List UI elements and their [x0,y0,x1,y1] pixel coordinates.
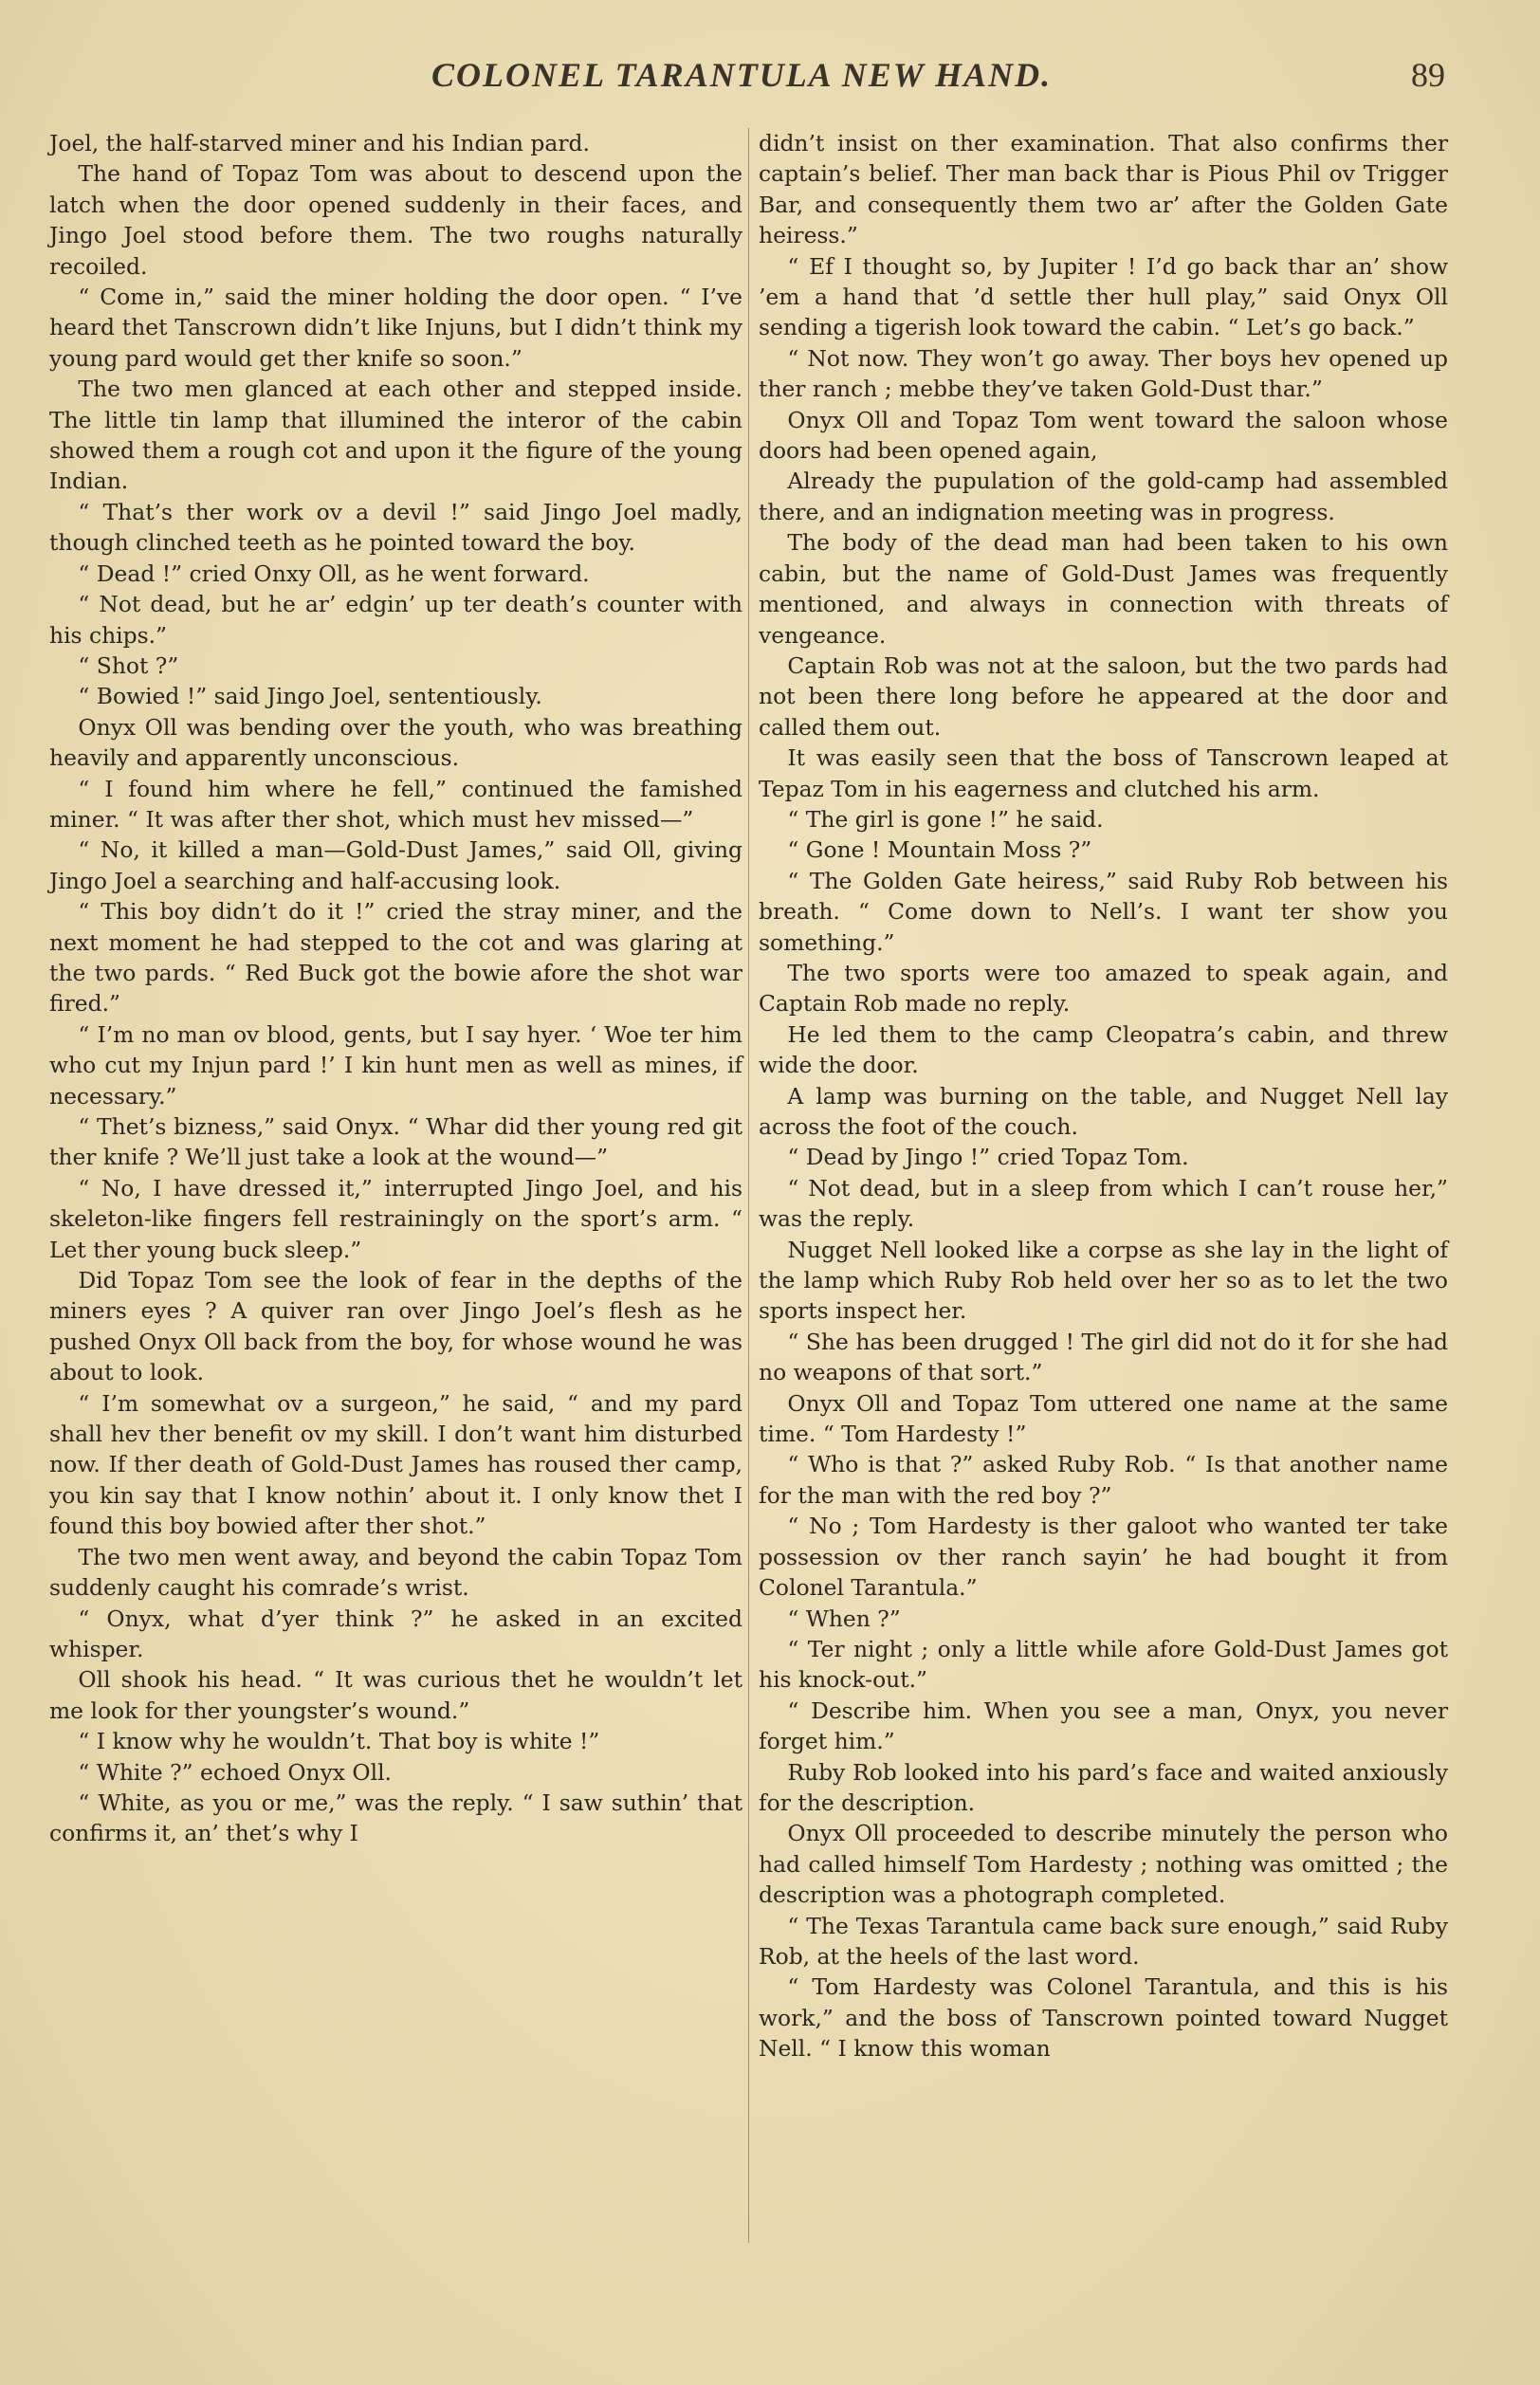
paragraph: Captain Rob was not at the saloon, but the two pards had not been there long before he appeared at the door and called them out. [759,651,1448,741]
paragraph: “ No, it killed a man—Gold-Dust James,” said Oll, giving Jingo Joel a searching and half-accusing look. [49,836,742,894]
paragraph: Onyx Oll was bending over the youth, who was breathing heavily and apparently unconscious. [49,713,742,772]
paragraph: A lamp was burning on the table, and Nugget Nell lay across the foot of the couch. [759,1082,1448,1140]
paragraph: The hand of Topaz Tom was about to descend upon the latch when the door opened suddenly in their faces, and Jingo Joel stood before them. The two roughs naturally recoiled. [49,160,742,280]
paragraph: “ Onyx, what d’yer think ?” he asked in an excited whisper. [49,1605,742,1662]
paragraph: “ Not dead, but in a sleep from which I can’t rouse her,” was the reply. [759,1174,1448,1233]
paragraph: “ Tom Hardesty was Colonel Tarantula, and this is his work,” and the boss of Tanscrown pointed toward Nugget Nell. “ I know this woman [759,1973,1448,2063]
paragraph: “ When ?” [787,1605,901,1632]
paragraph: “ I found him where he fell,” continued the famished miner. “ It was after ther shot, which must hev missed—” [49,775,742,833]
paragraph: “ I’m somewhat ov a surgeon,” he said, “ and my pard shall hev ther benefit ov my skill. I don’t want him disturbed now. If ther death of Gold-Dust James has roused ther camp, you kin say that I know nothin’ about it. I only know thet I found this boy bowied after ther shot.” [49,1389,742,1540]
paragraph: Oll shook his head. “ It was curious thet he wouldn’t let me look for ther youngster’s wound.” [49,1666,742,1724]
paragraph: “ No, I have dressed it,” interrupted Jingo Joel, and his skeleton-like fingers fell restrainingly on the sport’s arm. “ Let ther young buck sleep.” [49,1174,742,1263]
paragraph: “ She has been drugged ! The girl did not do it for she had no weapons of that sort.” [759,1328,1448,1386]
column-divider [748,128,749,2243]
paragraph: “ Shot ?” [78,651,179,679]
paragraph: “ The Golden Gate heiress,” said Ruby Rob between his breath. “ Come down to Nell’s. I want ter show you something.” [759,867,1448,956]
paragraph: “ Ef I thought so, by Jupiter ! I’d go back thar an’ show ’em a hand that ’d settle ther hull play,” said Onyx Oll sending a tigerish look toward the cabin. “ Let’s go back.” [759,252,1448,341]
paragraph: “ Bowied !” said Jingo Joel, sententiously. [78,683,542,710]
paragraph: “ Who is that ?” asked Ruby Rob. “ Is that another name for the man with the red boy ?” [759,1451,1448,1509]
paragraph: Did Topaz Tom see the look of fear in the depths of the miners eyes ? A quiver ran over Jingo Joel’s flesh as he pushed Onyx Oll back from the boy, for whose wound he was about to look. [49,1267,742,1386]
paragraph: Ruby Rob looked into his pard’s face and waited anxiously for the description. [759,1758,1448,1816]
paragraph: didn’t insist on ther examination. That also confirms ther captain’s belief. Ther man back thar is Pious Phil ov Trigger Bar, and consequently them two ar’ after the Golden Gate heiress.” [759,130,1448,249]
paragraph: Onyx Oll and Topaz Tom uttered one name at the same time. “ Tom Hardesty !” [759,1389,1448,1448]
paragraph: Onyx Oll proceeded to describe minutely the person who had called himself Tom Hardesty ; nothing was omitted ; the description was a photograph completed. [759,1820,1448,1909]
paragraph: “ I’m no man ov blood, gents, but I say hyer. ‘ Woe ter him who cut my Injun pard !’ I kin hunt men as well as mines, if necessary.” [49,1020,742,1110]
right-column [759,128,1448,2064]
paragraph: He led them to the camp Cleopatra’s cabin, and threw wide the door. [759,1020,1448,1079]
paragraph: “ Dead !” cried Onxy Oll, as he went forward. [78,560,590,587]
paragraph: It was easily seen that the boss of Tanscrown leaped at Tepaz Tom in his eagerness and clutched his arm. [759,744,1448,802]
page-number: 89 [1411,56,1445,94]
paragraph: Already the pupulation of the gold-camp had assembled there, and an indignation meeting was in progress. [759,468,1448,525]
running-title: COLONEL TARANTULA NEW HAND. [431,56,1053,94]
paragraph: “ No ; Tom Hardesty is ther galoot who wanted ter take possession ov ther ranch sayin’ he had bought it from Colonel Tarantula.” [759,1513,1448,1602]
paragraph: Nugget Nell looked like a corpse as she lay in the light of the lamp which Ruby Rob held over her so as to let the two sports inspect her. [759,1236,1448,1325]
paragraph: The two men went away, and beyond the cabin Topaz Tom suddenly caught his comrade’s wrist. [49,1543,742,1602]
paragraph: “ Describe him. When you see a man, Onyx, you never forget him.” [759,1697,1448,1755]
page-header [0,55,1540,112]
paragraph: “ Not now. They won’t go away. Ther boys hev opened up ther ranch ; mebbe they’ve taken Gold-Dust thar.” [759,344,1448,403]
paragraph: “ White ?” echoed Onyx Oll. [78,1758,392,1786]
paragraph: “ White, as you or me,” was the reply. “ I saw suthin’ that confirms it, an’ thet’s why I [49,1789,742,1847]
paragraph: “ Gone ! Mountain Moss ?” [787,836,1092,864]
paragraph: The two men glanced at each other and stepped inside. The little tin lamp that illumined the interor of the cabin showed them a rough cot and upon it the figure of the young Indian. [49,376,742,495]
paragraph: Onyx Oll and Topaz Tom went toward the saloon whose doors had been opened again, [759,406,1448,465]
paragraph: The body of the dead man had been taken to his own cabin, but the name of Gold-Dust James was frequently mentioned, and always in connection with threats of vengeance. [759,529,1448,649]
paragraph: “ Thet’s bizness,” said Onyx. “ Whar did ther young red git ther knife ? We’ll just take a look at the wound—” [49,1113,742,1171]
paragraph: The two sports were too amazed to speak again, and Captain Rob made no reply. [759,959,1448,1018]
paragraph: “ Ter night ; only a little while afore Gold-Dust James got his knock-out.” [759,1635,1448,1694]
paragraph: “ This boy didn’t do it !” cried the stray miner, and the next moment he had stepped to the cot and was glaring at the two pards. “ Red Buck got the bowie afore the shot war fired.” [49,898,742,1018]
left-column [49,128,742,1849]
paragraph: Joel, the half-starved miner and his Indian pard. [49,130,590,156]
paragraph: “ The Texas Tarantula came back sure enough,” said Ruby Rob, at the heels of the last word. [759,1912,1448,1970]
paragraph: “ The girl is gone !” he said. [787,805,1104,833]
paragraph: “ Come in,” said the miner holding the door open. “ I’ve heard thet Tanscrown didn’t like Injuns, but I didn’t think my young pard would get ther knife so soon.” [49,284,742,372]
paragraph: “ That’s ther work ov a devil !” said Jingo Joel madly, though clinched teeth as he pointed toward the boy. [49,498,742,557]
paragraph: “ I know why he wouldn’t. That boy is white !” [78,1728,600,1755]
paragraph: “ Not dead, but he ar’ edgin’ up ter death’s counter with his chips.” [49,591,742,649]
paragraph: “ Dead by Jingo !” cried Topaz Tom. [787,1144,1189,1171]
